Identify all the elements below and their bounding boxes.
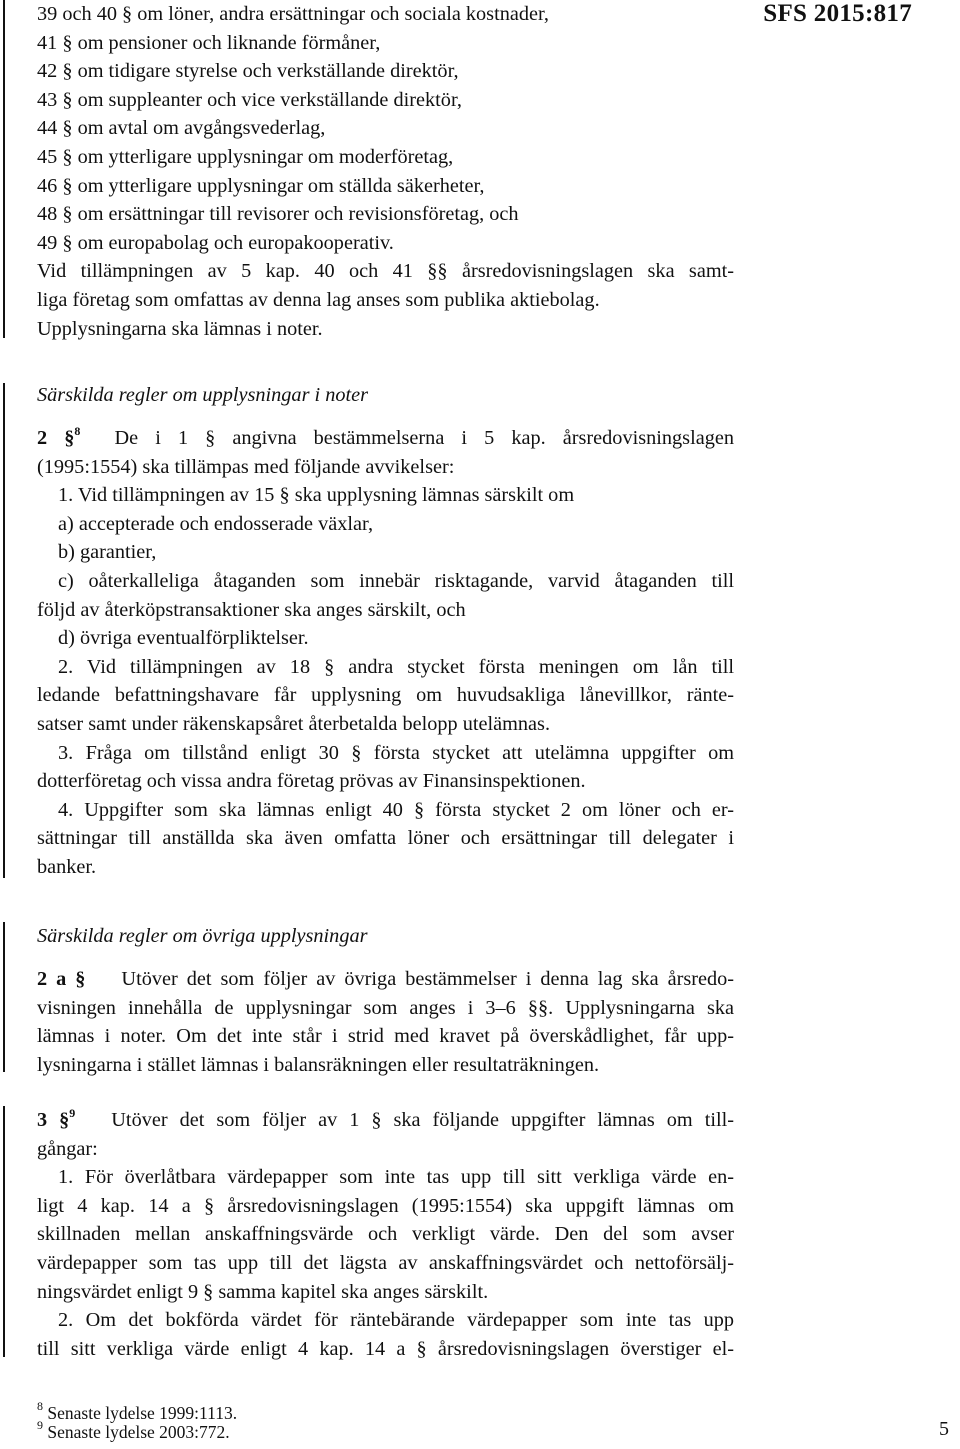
footnote-number: 8 — [37, 1399, 43, 1413]
list-item: 49 § om europabolag och europakooperativ. — [37, 231, 394, 254]
section-heading: Särskilda regler om övriga upplysningar — [37, 925, 368, 947]
footnote-ref: 8 — [74, 424, 81, 438]
list-item: 2. Vid tillämpningen av 18 § andra stycket första meningen om lån till — [58, 655, 734, 678]
change-bar — [3, 383, 5, 878]
list-item: följd av återköpstransaktioner ska anges särskilt, och — [37, 598, 466, 621]
page-number: 5 — [939, 1418, 949, 1440]
footnote-text: Senaste lydelse 1999:1113. — [47, 1403, 238, 1423]
paragraph-line: lysningarna i stället lämnas i balansräkningen eller resultaträkningen. — [37, 1053, 600, 1076]
section-body — [37, 1106, 734, 1363]
paragraph-number: 2 a § — [37, 968, 86, 990]
list-item: banker. — [37, 855, 97, 878]
section-body — [37, 424, 734, 882]
list-item: 39 och 40 § om löner, andra ersättningar och sociala kostnader, — [37, 3, 550, 25]
section-heading: Särskilda regler om upplysningar i noter — [37, 384, 369, 406]
paragraph-line: gångar: — [37, 1137, 98, 1160]
paragraph-line — [37, 1106, 734, 1135]
paragraph-number — [37, 1106, 76, 1131]
list-item: ningsvärdet enligt 9 § samma kapitel ska anges särskilt. — [37, 1280, 489, 1303]
list-item: 1. För överlåtbara värdepapper som inte tas upp till sitt verkliga värde en- — [58, 1166, 734, 1189]
paragraph-line: Upplysningarna ska lämnas i noter. — [37, 317, 323, 340]
list-item: till sitt verkliga värde enligt 4 kap. 14 a § årsredovisningslagen överstiger el- — [37, 1337, 734, 1360]
change-bar — [3, 0, 5, 338]
list-item: sättningar till anställda ska även omfatta löner och ersättningar till delegater i — [37, 827, 734, 850]
list-item: 4. Uppgifter som ska lämnas enligt 40 § första stycket 2 om löner och er- — [58, 798, 734, 821]
paragraph-text: Utöver det som följer av övriga bestämmelser i denna lag ska årsredo- — [121, 968, 735, 990]
list-item: 45 § om ytterligare upplysningar om moderföretag, — [37, 145, 454, 168]
list-item: b) garantier, — [58, 541, 157, 564]
paragraph-line: (1995:1554) ska tillämpas med följande avvikelser: — [37, 455, 455, 478]
list-item: 3. Fråga om tillstånd enligt 30 § första stycket att utelämna uppgifter om — [58, 741, 734, 764]
list-item: 1. Vid tillämpningen av 15 § ska upplysning lämnas särskilt om — [58, 484, 575, 507]
paragraph-number-text: 2 § — [37, 427, 75, 449]
list-item: 41 § om pensioner och liknande förmåner, — [37, 31, 381, 54]
list-item: dotterföretag och vissa andra företag prövas av Finansinspektionen. — [37, 770, 586, 793]
list-item: 48 § om ersättningar till revisorer och revisionsföretag, och — [37, 203, 519, 226]
footnote-ref: 9 — [69, 1106, 76, 1120]
footnote-text: Senaste lydelse 2003:772. — [47, 1422, 230, 1442]
list-item: satser samt under räkenskapsåret återbetalda belopp utelämnas. — [37, 712, 551, 735]
list-item: d) övriga eventualförpliktelser. — [58, 627, 309, 650]
list-item: ledande befattningshavare får upplysning om huvudsakliga lånevillkor, ränte- — [37, 684, 734, 707]
change-bar — [3, 1106, 5, 1357]
list-item: a) accepterade och endosserade växlar, — [58, 512, 374, 535]
list-item: c) oåterkalleliga åtaganden som innebär risktagande, varvid åtaganden till — [58, 569, 734, 592]
list-block — [37, 0, 734, 343]
footnote — [37, 1399, 238, 1424]
change-bar — [3, 922, 5, 1072]
list-item: 43 § om suppleanter och vice verkställande direktör, — [37, 88, 462, 111]
paragraph-number — [37, 424, 81, 449]
footnote — [37, 1418, 230, 1443]
list-item: 46 § om ytterligare upplysningar om ställda säkerheter, — [37, 174, 485, 197]
intro-text: Utöver det som följer av 1 § ska följande uppgifter lämnas om till- — [111, 1109, 734, 1131]
section-body — [37, 965, 734, 1079]
paragraph-number-text: 3 § — [37, 1109, 70, 1131]
paragraph-line: Vid tillämpningen av 5 kap. 40 och 41 §§ årsredovisningslagen ska samt- — [37, 260, 734, 283]
list-item: skillnaden mellan anskaffningsvärde och verkligt värde. Den del som avser — [37, 1223, 734, 1246]
paragraph-line — [37, 424, 734, 453]
list-item: ligt 4 kap. 14 a § årsredovisningslagen (1995:1554) ska uppgift lämnas om — [37, 1194, 734, 1217]
list-item: 42 § om tidigare styrelse och verkställande direktör, — [37, 60, 459, 83]
sfs-number: SFS 2015:817 — [763, 0, 912, 27]
list-item: värdepapper som tas upp till det lägsta av anskaffningsvärdet och nettoförsälj- — [37, 1251, 734, 1274]
paragraph-line: visningen innehålla de upplysningar som anges i 3–6 §§. Upplysningarna ska — [37, 996, 734, 1019]
list-item: 2. Om det bokförda värdet för räntebärande värdepapper som inte tas upp — [58, 1309, 734, 1332]
paragraph-line: liga företag som omfattas av denna lag anses som publika aktiebolag. — [37, 288, 600, 311]
footnote-number: 9 — [37, 1418, 43, 1432]
paragraph-line — [37, 965, 734, 994]
intro-text: De i 1 § angivna bestämmelserna i 5 kap. årsredovisningslagen — [114, 427, 734, 449]
list-item: 44 § om avtal om avgångsvederlag, — [37, 117, 326, 140]
paragraph-line: lämnas i noter. Om det inte står i strid med kravet på överskådlighet, får upp- — [37, 1025, 734, 1048]
